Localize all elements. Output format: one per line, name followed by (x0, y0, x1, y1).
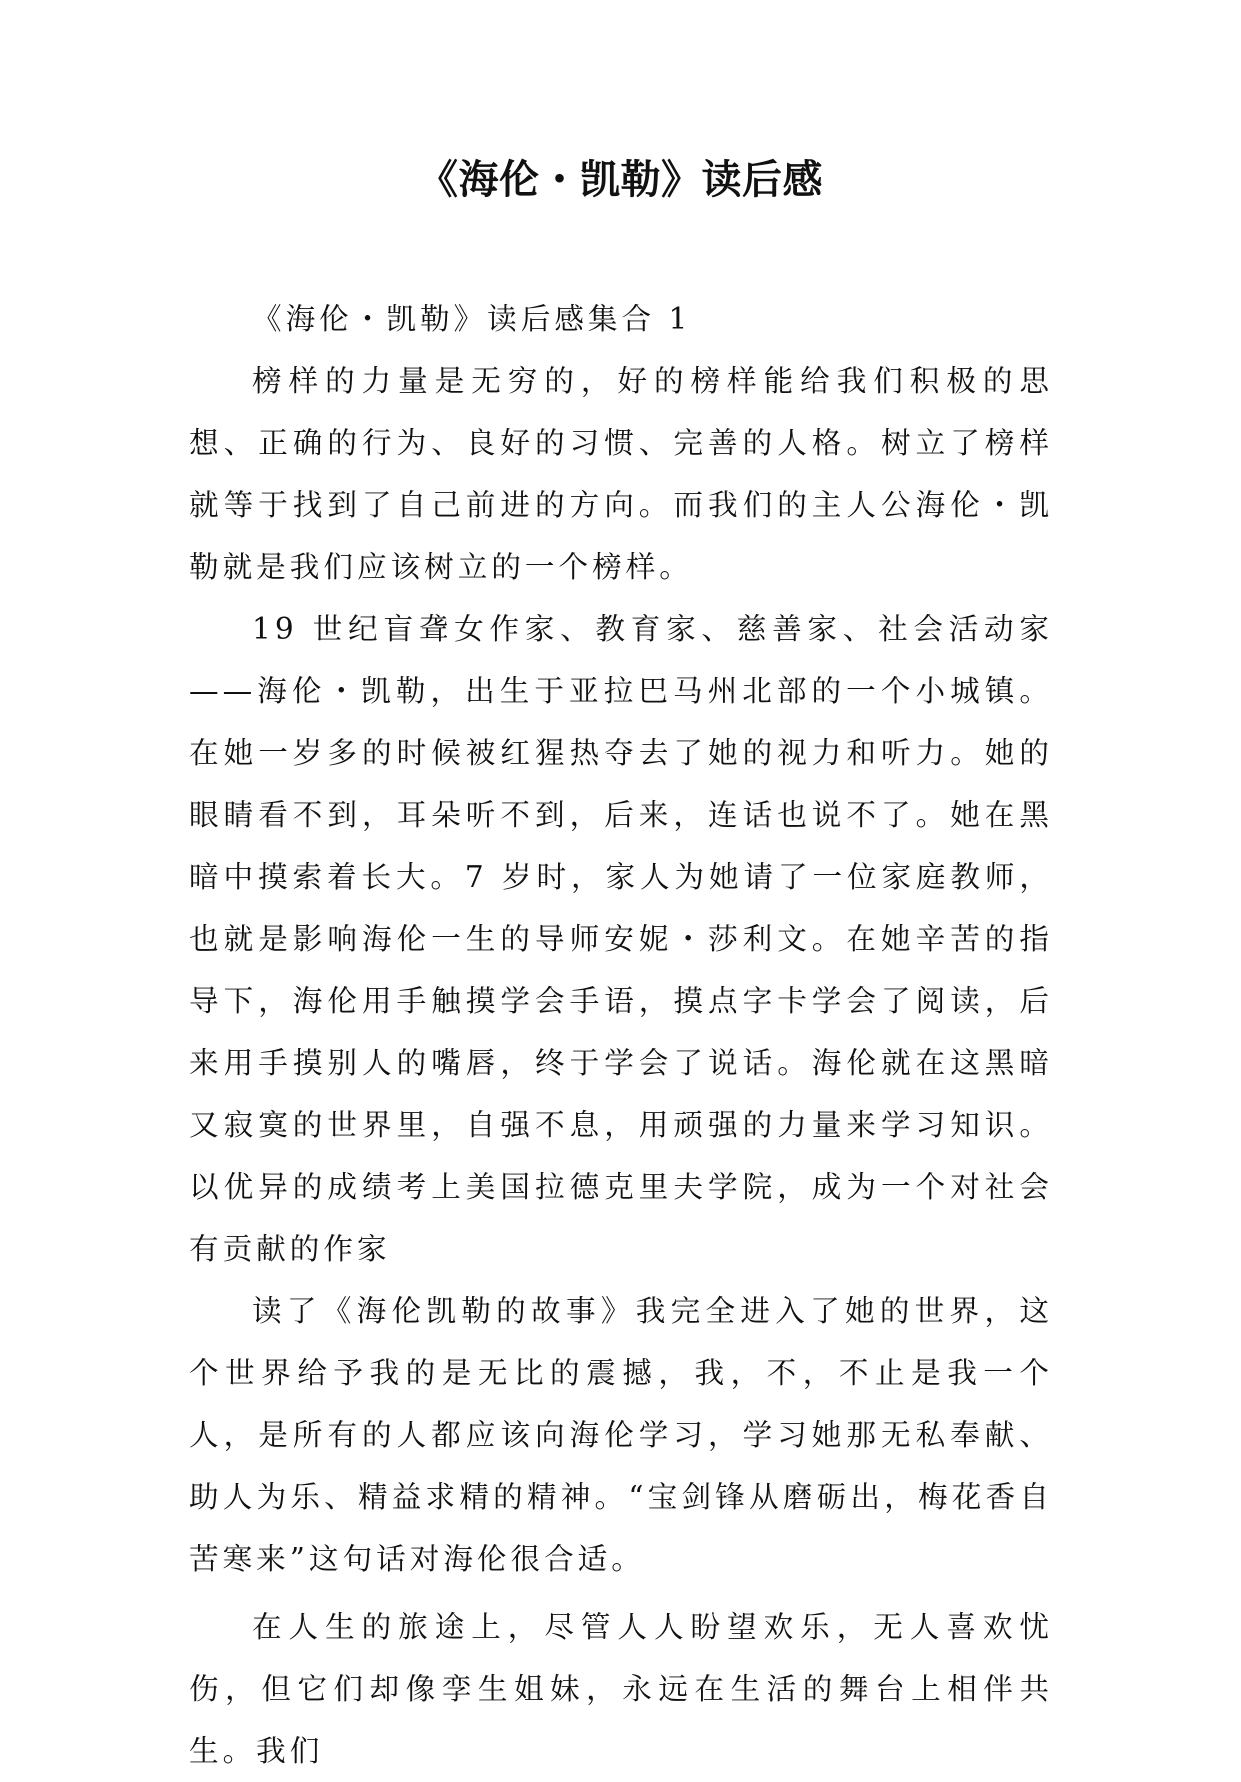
paragraph-life-journey: 在人生的旅途上，尽管人人盼望欢乐，无人喜欢忧伤，但它们却像孪生姐妹，永远在生活的舞台上相伴共生。我们 (189, 1610, 1053, 1768)
paragraph-biography: 19 世纪盲聋女作家、教育家、慈善家、社会活动家——海伦・凯勒，出生于亚拉巴马州北部的一个小城镇。在她一岁多的时候被红猩热夺去了她的视力和听力。她的眼睛看不到，耳朵听不到，后来，连话也说不了。她在黑暗中摸索着长大。7 岁时，家人为她请了一位家庭教师，也就是影响海伦一生的导师安妮・莎利文。在她辛苦的指导下，海伦用手触摸学会手语，摸点字卡学会了阅读，后来用手摸别人的嘴唇，终于学会了说话。海伦就在这黑暗又寂寞的世界里，自强不息，用顽强的力量来学习知识。以优异的成绩考上美国拉德克里夫学院，成为一个对社会有贡献的作家 (189, 612, 1053, 1266)
document-body (189, 288, 1053, 1782)
paragraph-reflection: 读了《海伦凯勒的故事》我完全进入了她的世界，这个世界给予我的是无比的震撼，我，不，不止是我一个人，是所有的人都应该向海伦学习，学习她那无私奉献、助人为乐、精益求精的精神。“宝剑锋从磨砺出，梅花香自苦寒来”这句话对海伦很合适。 (189, 1294, 1053, 1576)
paragraph-role-model: 榜样的力量是无穷的，好的榜样能给我们积极的思想、正确的行为、良好的习惯、完善的人格。树立了榜样就等于找到了自己前进的方向。而我们的主人公海伦・凯勒就是我们应该树立的一个榜样。 (189, 364, 1053, 584)
document-title: 《海伦・凯勒》读后感 (418, 157, 823, 203)
section-heading: 《海伦・凯勒》读后感集合 1 (252, 302, 692, 336)
